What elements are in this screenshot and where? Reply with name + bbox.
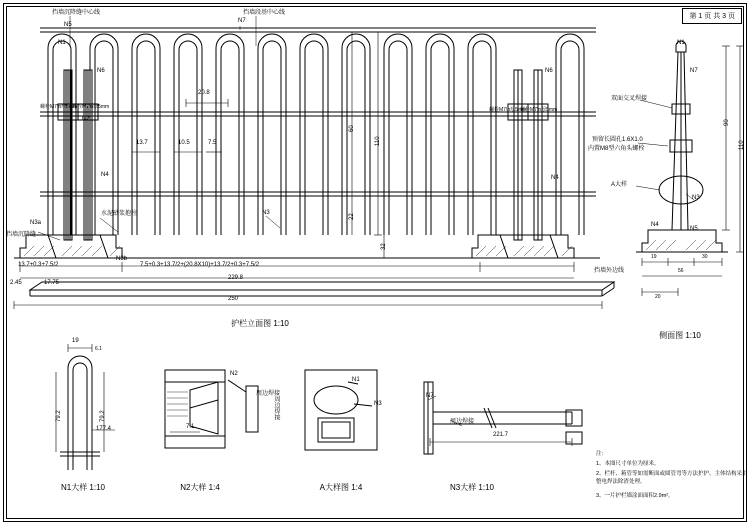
n3-label-weld: 周边焊接 [450, 419, 475, 425]
annot-wall-outer-line: 挡墙外边线 [594, 268, 625, 274]
label-n5: N5 [64, 22, 72, 28]
caption-n3-detail: N3大样 1:10 [449, 483, 495, 492]
n2-label-weld-1: 周边焊接 [256, 391, 281, 397]
side-label-slot-hole: 预留长圆孔1.6X1.0 [592, 137, 643, 143]
annot-bolt-right-2: 螺栓M7\n厚5mm [520, 107, 558, 113]
dim-75: 7.5 [208, 140, 217, 146]
label-n6-right: N6 [545, 68, 553, 74]
dim-208: 20.8 [198, 90, 210, 96]
note-item-3: 3、一片护栏墙涂面面积2.9m²。 [596, 493, 674, 499]
annot-mortar-column: 水泥砂浆抱柱 [101, 211, 138, 217]
dim-32: 32 [381, 243, 387, 250]
dim-137: 13.7 [136, 140, 148, 146]
side-label-hex-bolt: 内置M8型六角头螺栓 [588, 146, 645, 152]
label-n6-left: N6 [97, 68, 105, 74]
side-label-a-detail: A大样 [611, 182, 628, 188]
side-label-n4: N4 [651, 222, 659, 228]
dim-1775: 17.75 [44, 280, 60, 286]
page-number-box: 第 1 页 共 3 页 [682, 8, 742, 24]
n3-dim-2217: 221.7 [493, 432, 509, 438]
n3-label-n7: N7 [426, 393, 434, 399]
dim-60: 60 [349, 125, 355, 132]
side-dim-110: 110 [739, 140, 745, 150]
n2-dim-71: 7.1 [186, 424, 195, 430]
a-label-n3: N3 [374, 401, 382, 407]
dim-22: 22 [349, 213, 355, 220]
label-n3b: N3b [116, 256, 128, 262]
label-n4-left: N4 [101, 172, 109, 178]
dim-left-string: 13.7+0.3+7.5/2 [18, 262, 59, 268]
dim-mid-string: 7.5+0.3+13.7/2+(20.8X10)+13.7/2+0.3+7.5/2 [140, 262, 260, 268]
dim-245: 2.45 [10, 280, 22, 286]
label-wall-segment-centerline: 挡墙段基中心线 [243, 10, 286, 16]
notes-title: 注: [596, 451, 604, 457]
annot-bolt-left-2: 螺栓M7\n厚5mm [72, 104, 110, 110]
n1-dim-61: 6.1 [95, 346, 102, 352]
n1-dim-1774: 177.4 [96, 426, 112, 432]
side-label-n5: N5 [690, 226, 698, 232]
caption-a-detail: A大样图 1:4 [319, 483, 363, 492]
n2-label-weld-2: 周边焊接 [273, 396, 279, 420]
caption-n2-detail: N2大样 1:4 [180, 483, 220, 492]
dim-2298: 229.8 [228, 275, 244, 281]
label-settlement-joint-centerline: 挡墙沉降缝中心线 [52, 10, 101, 16]
label-n7: N7 [238, 18, 246, 24]
caption-elevation: 护栏立面图 1:10 [231, 319, 289, 328]
side-label-n7: N7 [690, 68, 698, 74]
caption-n1-detail: N1大样 1:10 [60, 483, 106, 492]
side-label-n1: N1 [677, 40, 685, 46]
annot-bolt-right-1: 螺栓M7\n厚5mm [489, 107, 527, 113]
dim-56-side: 56 [678, 268, 684, 274]
annot-bolt-left-1: 螺栓M7\n厚5mm [40, 104, 78, 110]
dim-250: 250 [228, 296, 239, 302]
label-n4-right: N4 [551, 175, 559, 181]
dim-19-side: 19 [651, 254, 657, 260]
a-label-n1: N1 [352, 377, 360, 383]
note-item-2: 2、栏杆、箱管等如需断面或圆管弯等方法护护、主体结构采用整电焊法除渣处理。 [596, 471, 748, 485]
n1-dim-792-left: 79.2 [56, 410, 62, 422]
annot-settlement-joint: 挡墙沉降缝 [6, 232, 37, 238]
dim-105: 10.5 [178, 140, 190, 146]
n1-dim-792-right: 79.2 [100, 410, 106, 422]
label-n1: N1 [58, 40, 66, 46]
n2-label-n2: N2 [230, 371, 238, 377]
label-n2: N2 [82, 116, 90, 122]
note-item-1: 1、本图尺寸单位为厘米。 [596, 461, 660, 467]
side-label-double-weld: 双面交叉焊接 [611, 96, 648, 102]
dim-20-side: 20 [655, 294, 661, 300]
dim-110: 110 [375, 136, 381, 146]
n1-dim-19: 19 [72, 338, 79, 344]
side-dim-90: 90 [724, 119, 730, 126]
side-label-n3: N3 [692, 195, 700, 201]
dim-30-side: 30 [702, 254, 708, 260]
label-n3a: N3a [30, 220, 42, 226]
label-n3: N3 [262, 210, 270, 216]
caption-side-view: 侧面图 1:10 [659, 331, 701, 340]
